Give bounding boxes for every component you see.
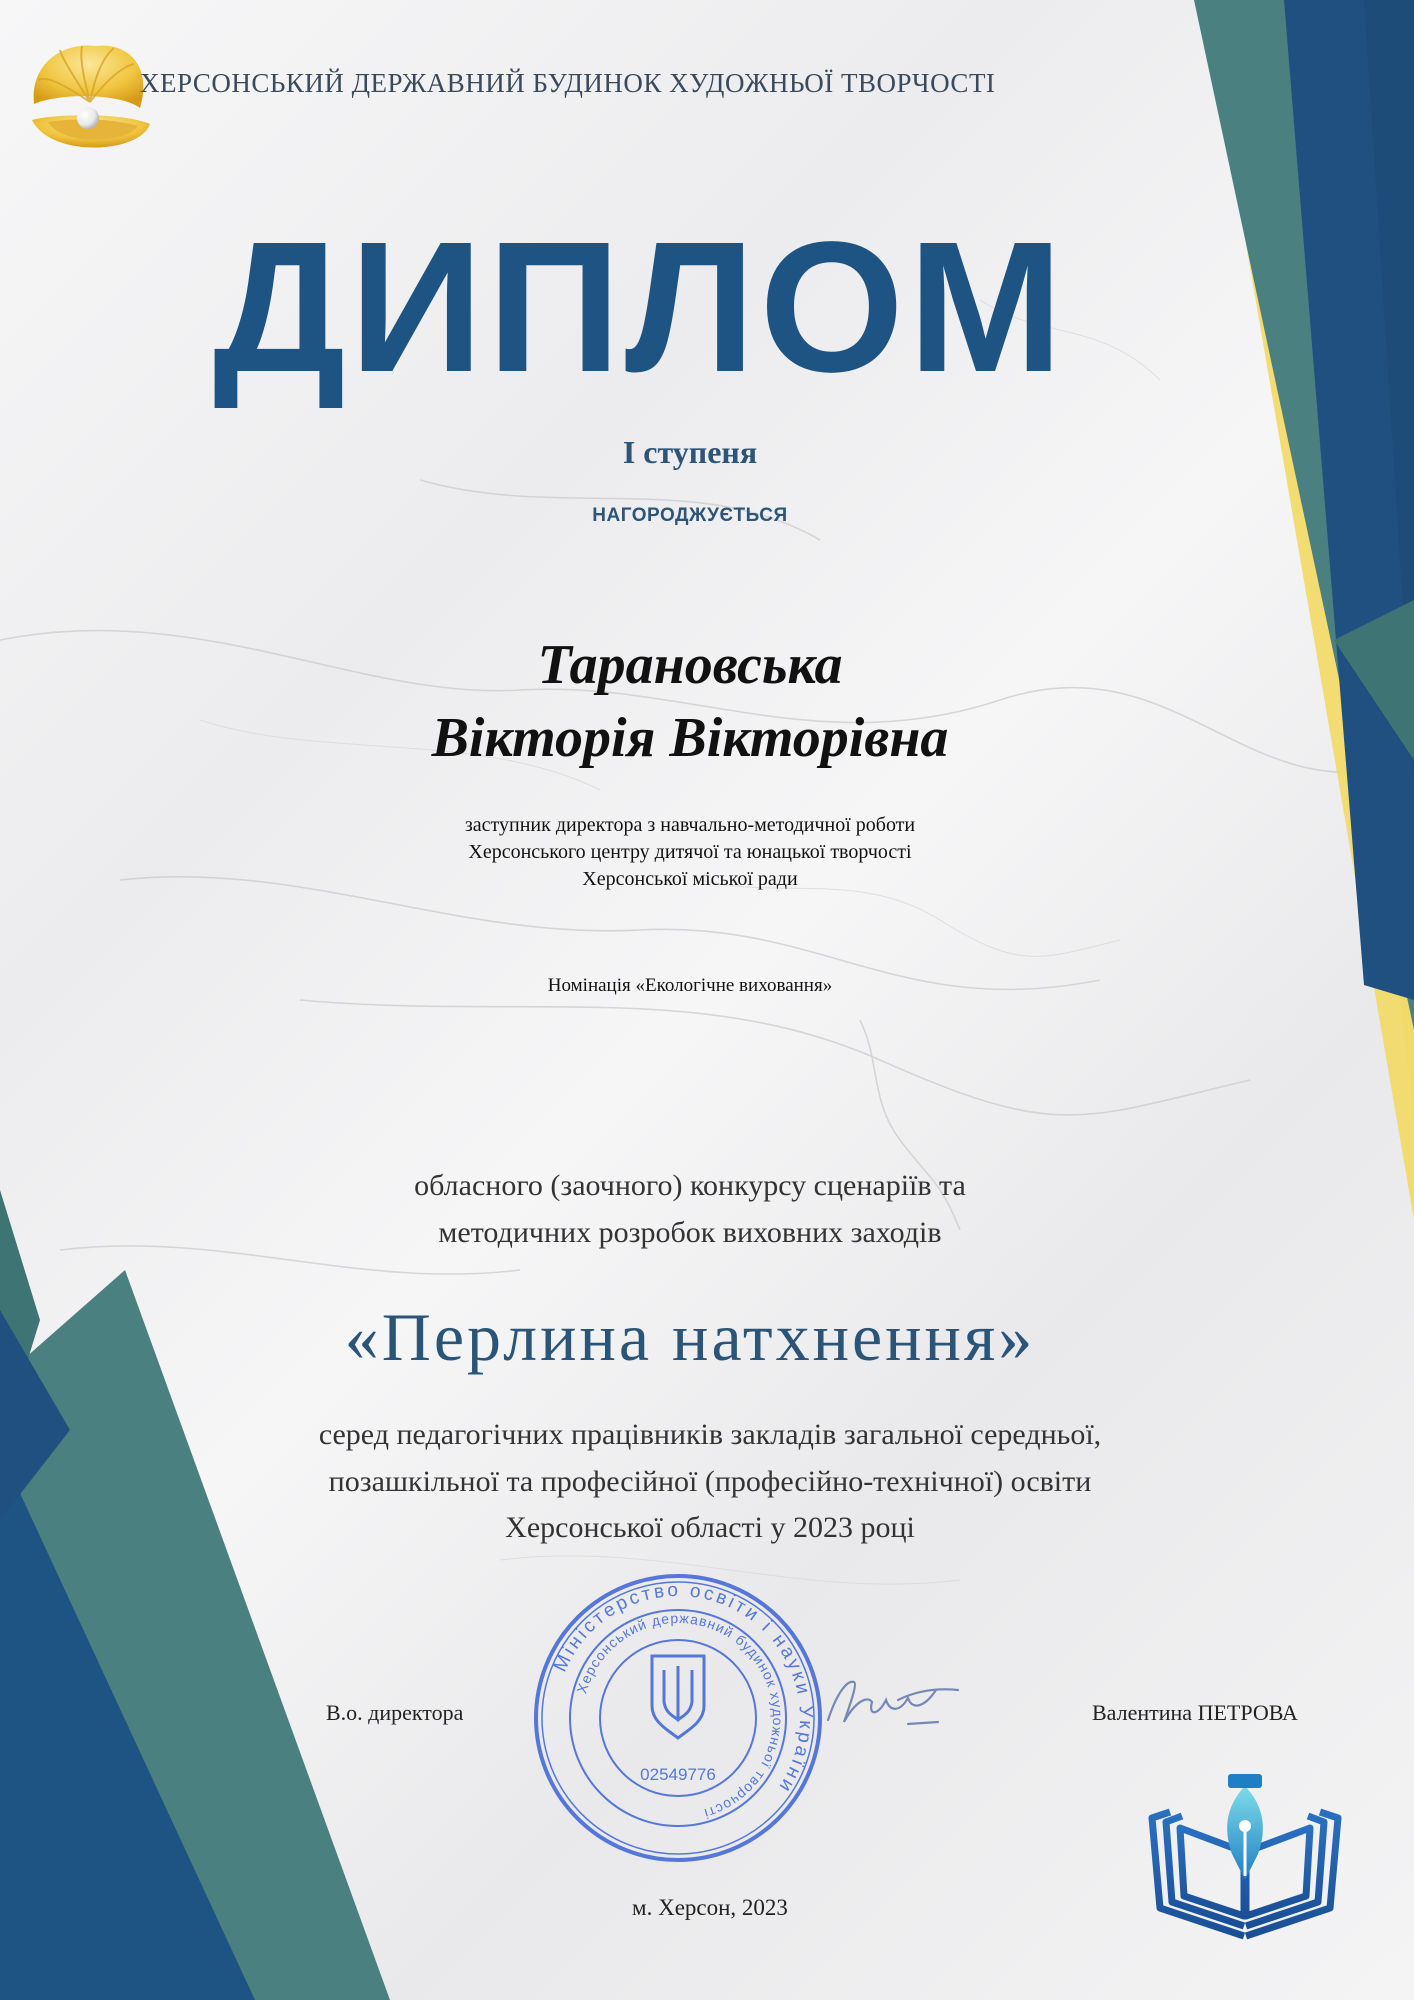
contest-description-line: методичних розробок виховних заходів	[438, 1215, 942, 1249]
stamp-code: 02549776	[640, 1765, 716, 1784]
official-stamp	[528, 1568, 828, 1868]
recipient-position	[300, 812, 1080, 893]
stamp-inner-text	[573, 1610, 786, 1822]
position-line: Херсонської міської ради	[582, 868, 798, 890]
corner-decoration-top-right	[1034, 0, 1414, 1220]
position-line: заступник директора з навчально-методичної роботи	[464, 814, 916, 836]
signature-role: В.о. директора	[326, 1700, 464, 1725]
recipient-given-names: Вікторія Вікторівна	[431, 707, 949, 769]
diploma-title: ДИПЛОМ	[212, 204, 1067, 411]
signature-name: Валентина ПЕТРОВА	[1092, 1700, 1298, 1725]
degree-label: І ступеня	[622, 434, 758, 470]
stamp-inner-text-path: Херсонський державний будинок художньої творчості	[573, 1609, 787, 1823]
participants-line: позашкільної та професійної (професійно-технічної) освіти	[328, 1464, 1092, 1498]
handwritten-signature	[808, 1660, 968, 1740]
nomination-text: Номінація «Екологічне виховання»	[547, 975, 833, 996]
place-and-year: м. Херсон, 2023	[632, 1895, 788, 1920]
contest-name: «Перлина натхнення»	[344, 1299, 1036, 1375]
contest-participants	[220, 1412, 1200, 1552]
organization-header: ХЕРСОНСЬКИЙ ДЕРЖАВНИЙ БУДИНОК ХУДОЖНЬОЇ ТВОРЧОСТІ	[140, 68, 996, 98]
contest-description	[300, 1163, 1080, 1256]
awarded-label: НАГОРОДЖУЄТЬСЯ	[592, 505, 788, 526]
stamp-outer-text-path: Міністерство освіти і науки України	[549, 1579, 817, 1798]
pearl-shell-logo	[22, 34, 162, 164]
participants-line: Херсонської області у 2023 році	[505, 1511, 915, 1544]
trident-emblem	[652, 1656, 704, 1738]
contest-description-line: обласного (заочного) конкурсу сценаріїв та	[414, 1169, 966, 1202]
recipient-surname: Тарановська	[537, 634, 843, 696]
book-pen-logo	[1140, 1768, 1350, 1948]
participants-line: серед педагогічних працівників закладів загальної середньої,	[318, 1418, 1102, 1451]
position-line: Херсонського центру дитячої та юнацької творчості	[468, 841, 912, 863]
